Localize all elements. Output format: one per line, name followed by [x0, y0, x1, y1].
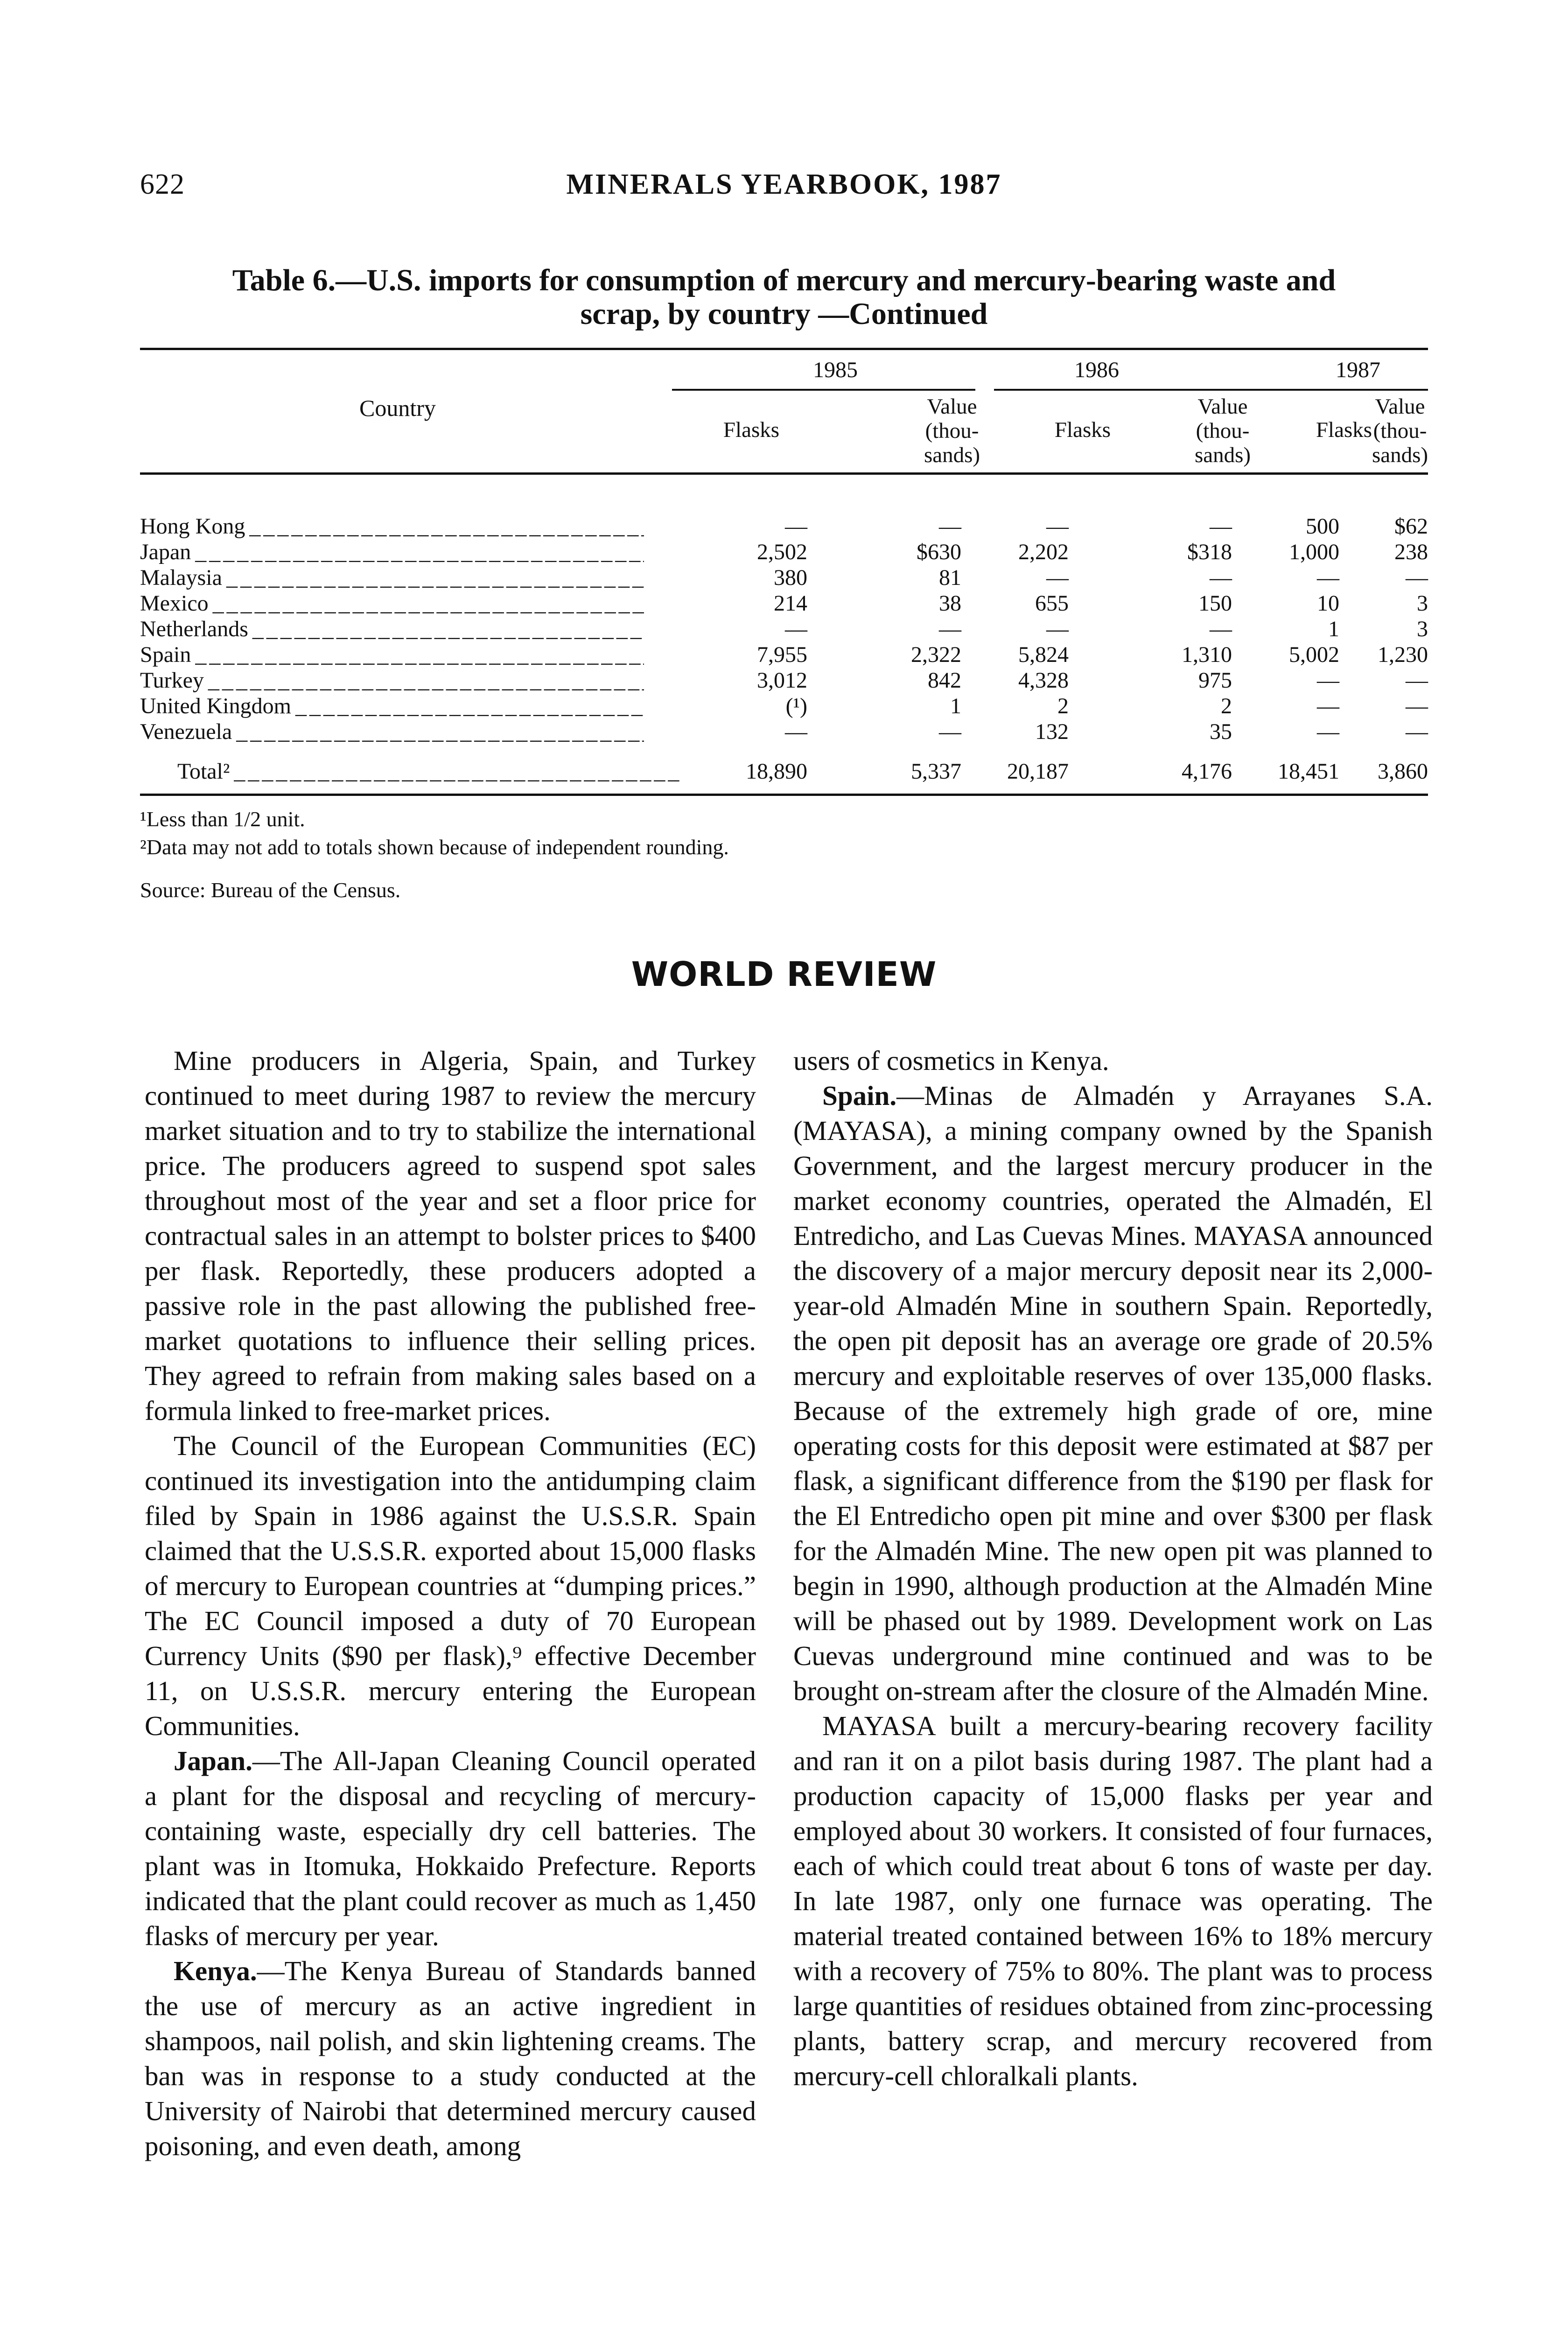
flasks-1986: 2,202 — [1018, 540, 1069, 564]
imports-table — [140, 348, 1428, 796]
paragraph-japan: Japan.—The All-Japan Cleaning Council operated a plant for the disposal and recycling of mercury-containing waste, especially dry cell batteries. The plant was in Itomuka, Hokkaido Prefecture. Reports indicated that the plant could recover as much as 1,450 flasks of mercury per year. — [145, 1745, 756, 1951]
flasks-1986: 655 — [1035, 591, 1069, 616]
row-country: Spain _ _ _ — [140, 642, 644, 668]
running-title: MINERALS YEARBOOK, 1987 — [566, 169, 1002, 200]
value-1985: $630 — [917, 540, 961, 564]
flasks-1987: — — [1317, 694, 1339, 718]
year-1987: 1987 — [1336, 358, 1380, 382]
value-1985: 1 — [950, 694, 961, 718]
footnote-2: ²Data may not add to totals shown because of independent rounding. — [140, 835, 729, 859]
total-flasks-1987: 18,451 — [1278, 759, 1339, 784]
flasks-1987: — — [1317, 668, 1339, 693]
flasks-1986: — — [1046, 565, 1069, 590]
flasks-1985: 2,502 — [757, 540, 807, 564]
paragraph-kenya: Kenya.—The Kenya Bureau of Standards banned the use of mercury as an active ingredient in shampoos, nail polish, and skin lightening creams. The ban was in response to a study conducted at the University of Nairobi that determined mercury caused poisoning, and even death, among — [145, 1955, 756, 2161]
value-1985: — — [939, 514, 961, 539]
country-column-header: Country — [359, 395, 436, 421]
flasks-1985: 380 — [774, 565, 807, 590]
total-value-1987: 3,860 — [1378, 759, 1428, 784]
spanner-rule-1985 — [672, 389, 975, 391]
flasks-1987: 1 — [1328, 617, 1339, 641]
flasks-header-1987: Flasks — [1316, 418, 1372, 442]
table-row — [140, 693, 1428, 717]
paragraph: The Council of the European Communities (EC) continued its investigation into the antidumping claim filed by Spain in 1986 against the U.S.S.R. Spain claimed that the U.S.S.R. exported about 15,000 flasks of mercury to European countries at “dumping prices.” The EC Council imposed a duty of 70 European Currency Units ($90 per flask),⁹ effective December 11, on U.S.S.R. mercury entering the European Communities. — [145, 1430, 756, 1741]
value-1986: 35 — [1210, 719, 1232, 744]
left-column — [145, 1043, 756, 2164]
value-1987: — — [1406, 694, 1428, 718]
table-notes — [140, 805, 729, 904]
section-heading: WORLD REVIEW — [631, 955, 937, 994]
value-1986: — — [1210, 617, 1232, 641]
table-row — [140, 642, 1428, 666]
total-label: Total² _ _ _ — [140, 759, 681, 784]
value-1985: — — [939, 617, 961, 641]
flasks-1987: 500 — [1306, 514, 1339, 539]
flasks-1985: 214 — [774, 591, 807, 616]
table-row — [140, 668, 1428, 692]
value-1987: 3 — [1417, 591, 1428, 616]
flasks-1985: 3,012 — [757, 668, 807, 693]
page-header — [140, 168, 1428, 205]
flasks-1985: — — [785, 617, 807, 641]
flasks-1985: — — [785, 719, 807, 744]
value-header-1987: Value (thou- sands) — [1372, 394, 1428, 467]
value-header-1985: Value (thou- sands) — [924, 394, 980, 467]
value-1985: 81 — [939, 565, 961, 590]
total-value-1986: 4,176 — [1182, 759, 1232, 784]
value-1987: $62 — [1394, 514, 1428, 539]
table-title — [140, 264, 1428, 331]
flasks-header-1985: Flasks — [723, 418, 780, 442]
table-row — [140, 513, 1428, 538]
flasks-1986: 4,328 — [1018, 668, 1069, 693]
flasks-1986: 132 — [1035, 719, 1069, 744]
total-row — [140, 759, 1428, 783]
table-row — [140, 719, 1428, 743]
value-header-1986: Value (thou- sands) — [1194, 394, 1251, 467]
value-1986: 1,310 — [1182, 642, 1232, 667]
value-1986: — — [1210, 514, 1232, 539]
flasks-1986: — — [1046, 514, 1069, 539]
footnote-1: ¹Less than 1/2 unit. — [140, 807, 305, 831]
value-1987: — — [1406, 668, 1428, 693]
row-country: Mexico _ _ _ — [140, 591, 644, 616]
flasks-1987: — — [1317, 719, 1339, 744]
row-country: Japan _ _ _ — [140, 539, 644, 565]
row-country: Turkey _ _ _ — [140, 668, 644, 693]
total-value-1985: 5,337 — [911, 759, 961, 784]
header-bottom-rule — [140, 472, 1428, 475]
value-1987: 1,230 — [1378, 642, 1428, 667]
table-top-rule — [140, 348, 1428, 350]
flasks-1987: — — [1317, 565, 1339, 590]
flasks-1987: 1,000 — [1289, 540, 1339, 564]
flasks-1986: 5,824 — [1018, 642, 1069, 667]
value-1987: 238 — [1394, 540, 1428, 564]
year-1985: 1985 — [813, 358, 858, 382]
flasks-1986: — — [1046, 617, 1069, 641]
table-title-line1: Table 6.—U.S. imports for consumption of mercury and mercury-bearing waste and — [232, 263, 1336, 297]
table-bottom-rule — [140, 794, 1428, 796]
table-source: Source: Bureau of the Census. — [140, 878, 401, 902]
value-1985: — — [939, 719, 961, 744]
total-flasks-1986: 20,187 — [1007, 759, 1069, 784]
row-country: Netherlands _ _ _ — [140, 616, 644, 642]
table-row — [140, 616, 1428, 640]
flasks-1987: 10 — [1317, 591, 1339, 616]
table-title-line2: scrap, by country —Continued — [580, 297, 988, 331]
value-1986: $318 — [1187, 540, 1232, 564]
flasks-1987: 5,002 — [1289, 642, 1339, 667]
paragraph-lead: Spain. — [822, 1080, 897, 1111]
value-1986: 150 — [1198, 591, 1232, 616]
flasks-1986: 2 — [1057, 694, 1069, 718]
value-1987: — — [1406, 565, 1428, 590]
paragraph: MAYASA built a mercury-bearing recovery facility and ran it on a pilot basis during 1987. The plant had a production capacity of 15,000 flasks per year and employed about 30 workers. It consisted of four furnaces, each of which could treat about 6 tons of waste per day. In late 1987, only one furnace was operating. The material treated contained between 16% to 18% mercury with a recovery of 75% to 80%. The plant was to process large quantities of residues obtained from zinc-processing plants, battery scrap, and mercury recovered from mercury-cell chloralkali plants. — [793, 1710, 1433, 2091]
year-1986: 1986 — [1074, 358, 1119, 382]
value-1986: — — [1210, 565, 1232, 590]
right-column — [793, 1043, 1433, 2094]
flasks-1985: (¹) — [785, 694, 807, 718]
value-1985: 2,322 — [911, 642, 961, 667]
value-1987: 3 — [1417, 617, 1428, 641]
table-row — [140, 539, 1428, 563]
total-flasks-1985: 18,890 — [746, 759, 807, 784]
paragraph-continued: users of cosmetics in Kenya. — [793, 1045, 1109, 1076]
table-row — [140, 591, 1428, 615]
row-country: Venezuela _ _ _ — [140, 719, 644, 745]
page-number: 622 — [140, 169, 185, 200]
paragraph-lead: Kenya. — [174, 1955, 257, 1986]
row-country: United Kingdom _ _ _ — [140, 693, 644, 719]
paragraph-spain: Spain.—Minas de Almadén y Arrayanes S.A. (MAYASA), a mining company owned by the Spanish Government, and the largest mercury producer in the market economy countries, operated the Almadén, El Entredicho, and Las Cuevas Mines. MAYASA announced the discovery of a major mercury deposit near its 2,000-year-old Almadén Mine in southern Spain. Reportedly, the open pit deposit has an average ore grade of 20.5% mercury and exploitable reserves of over 135,000 flasks. Because of the extremely high grade of ore, mine operating costs for this deposit were estimated at $87 per flask, a significant difference from the $190 per flask for the El Entredicho open pit mine and over $300 per flask for the Almadén Mine. The new open pit was planned to begin in 1990, although production at the Almadén Mine will be phased out by 1989. Development work on Las Cuevas underground mine continued and was to be brought on-stream after the closure of the Almadén Mine. — [793, 1080, 1433, 1706]
row-country: Malaysia _ _ _ — [140, 565, 644, 591]
flasks-header-1986: Flasks — [1054, 418, 1111, 442]
spanner-rule-1987 — [1190, 389, 1428, 391]
value-1987: — — [1406, 719, 1428, 744]
flasks-1985: 7,955 — [757, 642, 807, 667]
value-1986: 975 — [1198, 668, 1232, 693]
flasks-1985: — — [785, 514, 807, 539]
value-1986: 2 — [1221, 694, 1232, 718]
table-row — [140, 565, 1428, 589]
paragraph-lead: Japan. — [174, 1745, 252, 1776]
row-country: Hong Kong _ _ _ — [140, 513, 644, 539]
paragraph: Mine producers in Algeria, Spain, and Turkey continued to meet during 1987 to review the mercury market situation and to try to stabilize the international price. The producers agreed to suspend spot sales throughout most of the year and set a floor price for contractual sales in an attempt to bolster prices to $400 per flask. Reportedly, these producers adopted a passive role in the past allowing the published free-market quotations to influence their selling prices. They agreed to refrain from making sales based on a formula linked to free-market prices. — [145, 1045, 756, 1426]
value-1985: 38 — [939, 591, 961, 616]
value-1985: 842 — [928, 668, 961, 693]
